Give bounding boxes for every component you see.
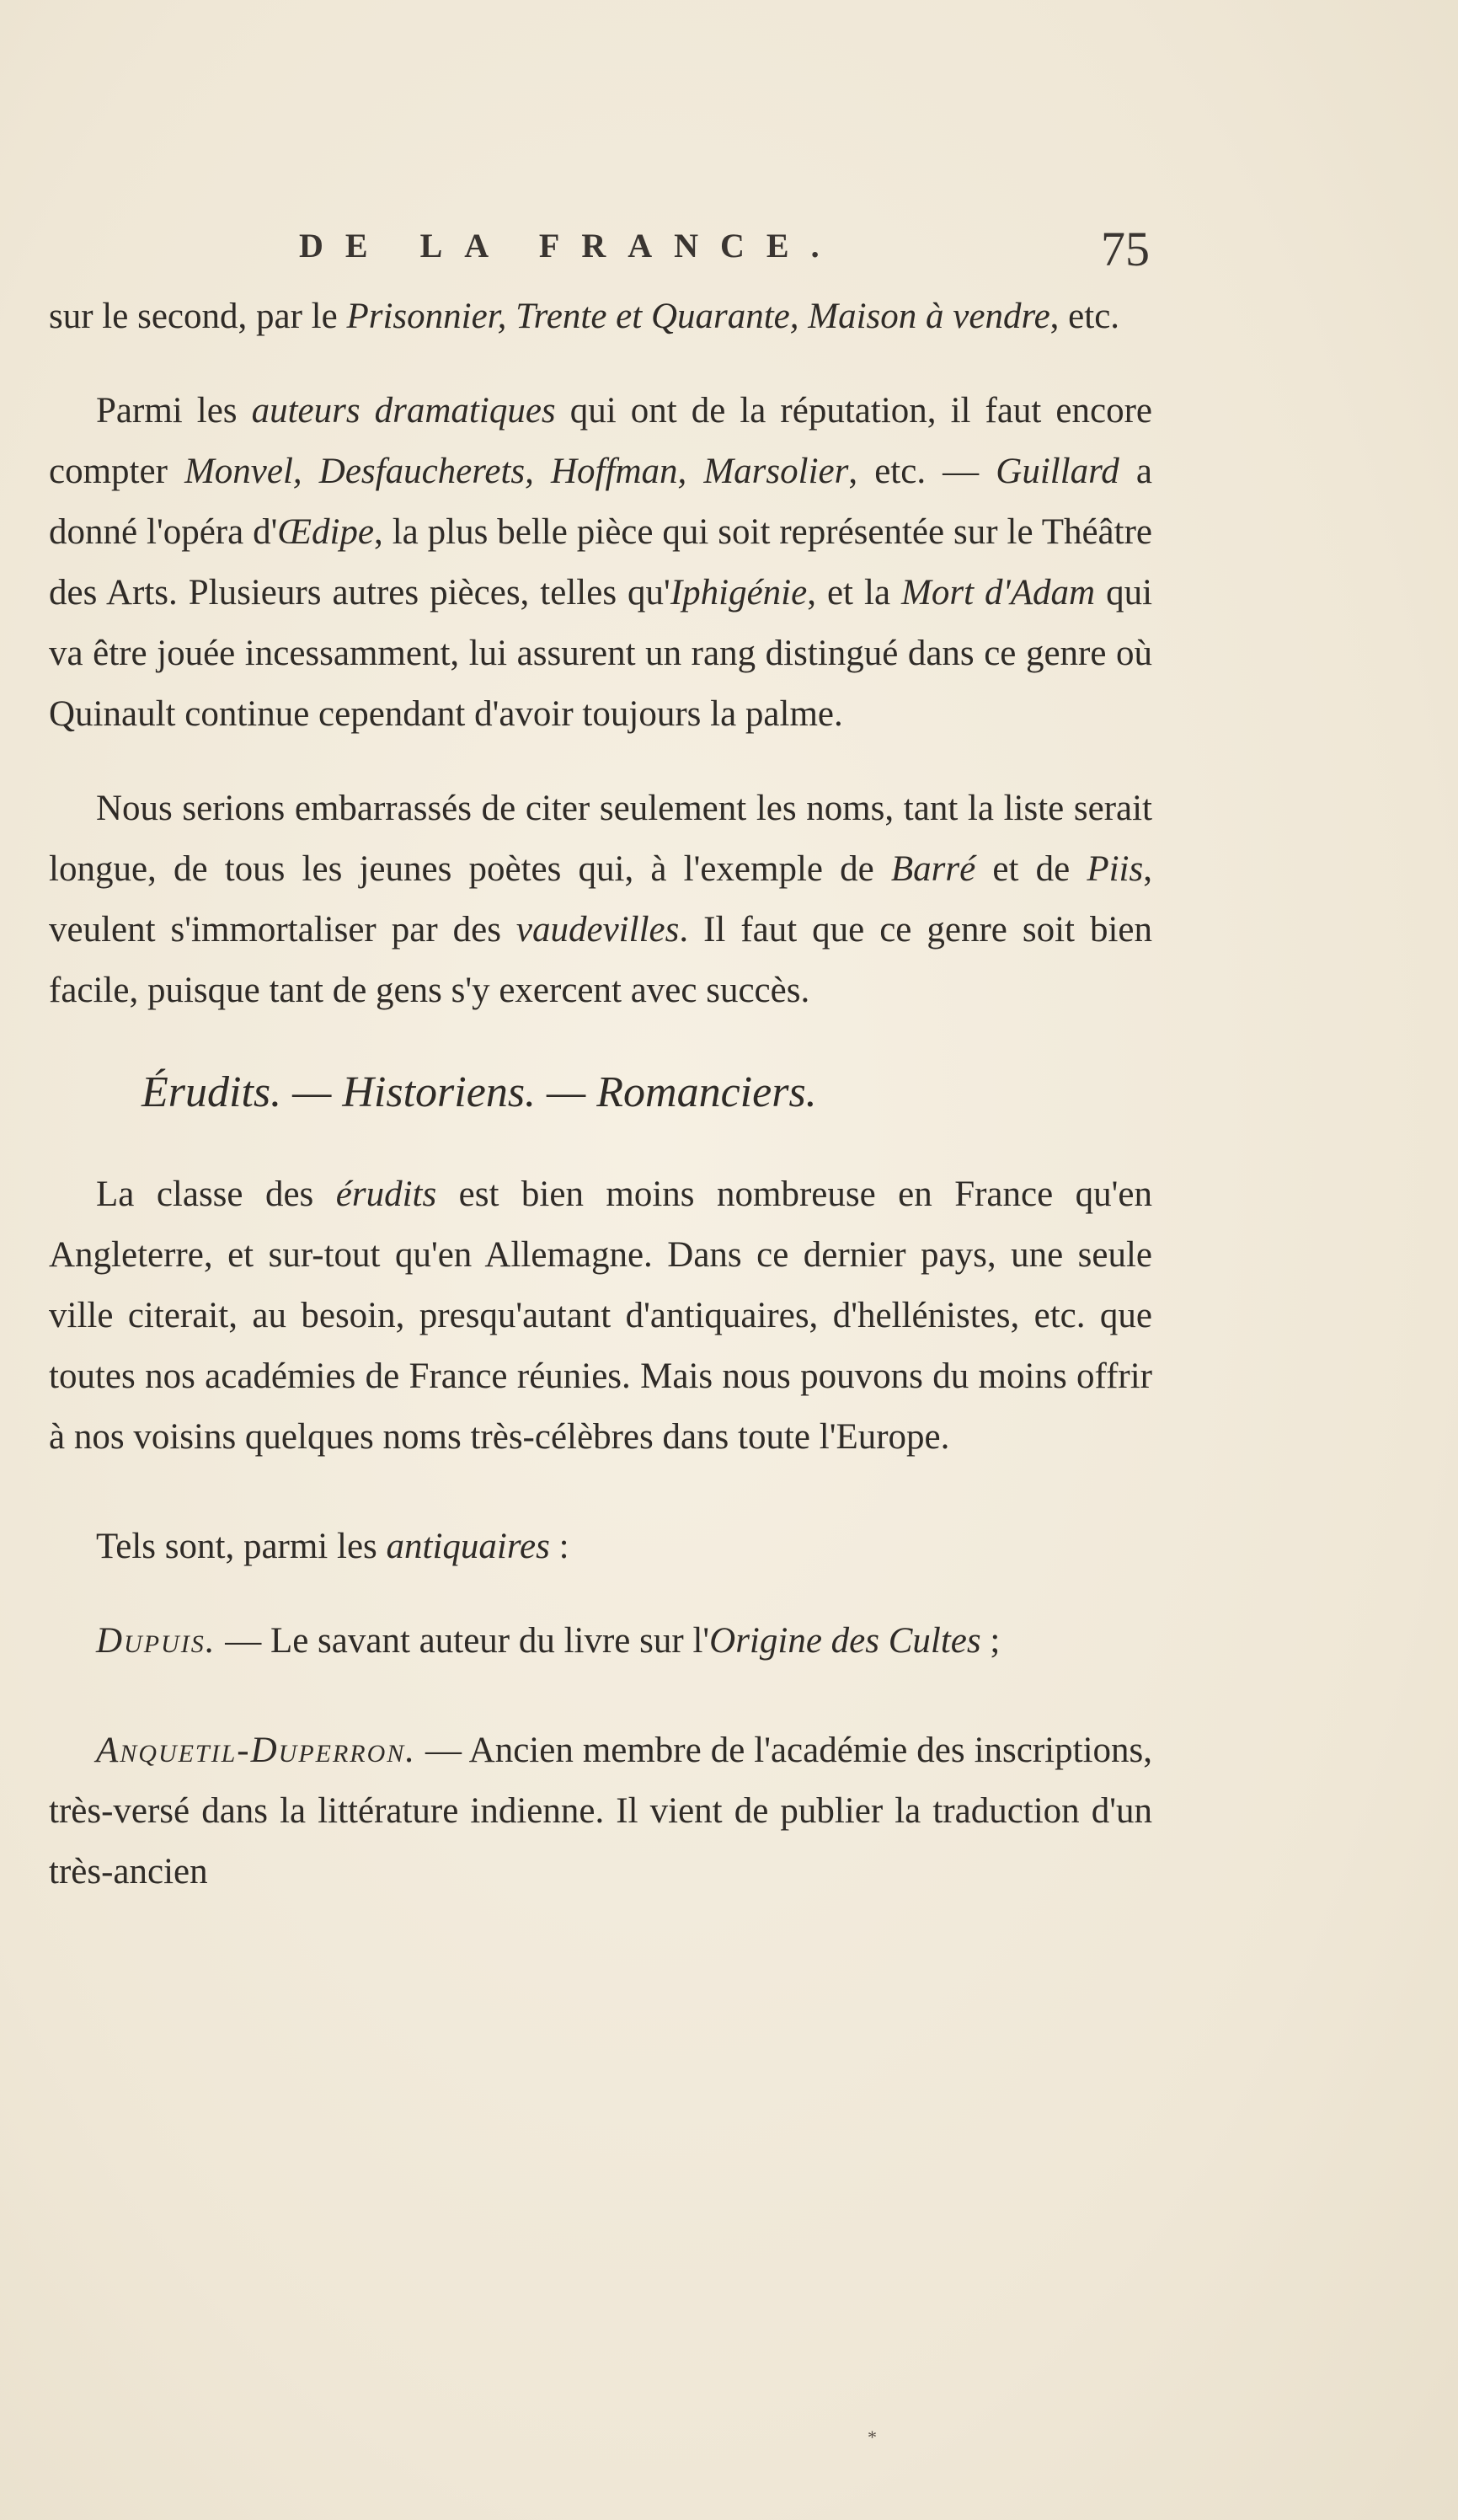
- paragraph-1: [49, 286, 1152, 347]
- text-run: a donné l'opéra d': [49, 452, 1152, 552]
- text-run: . Il faut que ce genre soit bien facile, puisque tant de gens s'y exercent avec succès.: [49, 910, 1152, 1010]
- paragraph-4: [49, 1164, 1152, 1468]
- page-number: 75: [1101, 222, 1150, 276]
- italic-run: Mort d'Adam: [901, 573, 1096, 613]
- text-run: est bien moins nombreuse en France qu'en Angleterre, et sur-tout qu'en Allemagne. Dans ce dernier pays, une seule ville citerait, au besoin, presqu'autant d'antiquaires, d'hellénistes, etc. que toutes nos académies de France réunies. Mais nous pouvons du moins offrir à nos voisins quelques noms très-célèbres dans toute l'Europe.: [49, 1174, 1152, 1457]
- text-run: , etc. —: [848, 452, 996, 491]
- text-run: et de: [975, 849, 1087, 889]
- body-text: [49, 286, 1152, 1902]
- text-run: , veulent s'immortaliser par des: [49, 849, 1152, 950]
- italic-run: Piis: [1087, 849, 1144, 889]
- italic-run: vaudevilles: [515, 910, 680, 950]
- italic-run: auteurs dramatiques: [251, 391, 556, 431]
- page-header: [299, 222, 1150, 276]
- entry-dupuis: [49, 1611, 1152, 1672]
- italic-run: Œdipe: [277, 512, 375, 552]
- section-subheading: Érudits. — Historiens. — Romanciers.: [142, 1068, 817, 1116]
- text-run: , etc.: [1049, 297, 1120, 336]
- printer-mark: *: [868, 2426, 877, 2448]
- entry-name: Dupuis.: [96, 1621, 216, 1661]
- paragraph-2: [49, 381, 1152, 745]
- text-run: — Ancien membre de l'académie des inscriptions, très-versé dans la littérature indienne. Il vient de publier la traduction d'un très-ancien: [49, 1731, 1152, 1891]
- running-head: DE LA FRANCE.: [299, 227, 841, 265]
- italic-run: Monvel, Desfaucherets, Hoffman, Marsolier: [184, 452, 849, 491]
- italic-run: Barré: [890, 849, 976, 889]
- text-run: , et la: [807, 573, 902, 613]
- italic-run: Prisonnier, Trente et Quarante, Maison à vendre: [346, 297, 1050, 336]
- text-run: , la plus belle pièce qui soit représentée sur le Théâtre des Arts. Plusieurs autres pièces, telles qu': [49, 512, 1152, 613]
- entry-anquetil-duperron: [49, 1720, 1152, 1902]
- text-run: :: [549, 1527, 569, 1566]
- italic-run: Iphigénie: [670, 573, 808, 613]
- italic-run: Guillard: [996, 452, 1119, 491]
- text-run: Parmi les: [96, 391, 252, 431]
- italic-run: érudits: [335, 1174, 437, 1214]
- italic-run: Origine des Cultes: [709, 1621, 981, 1661]
- entry-name: Anquetil-Duperron.: [96, 1731, 417, 1770]
- text-run: qui ont de la réputation, il faut encore compter: [49, 391, 1153, 491]
- italic-run: antiquaires: [386, 1527, 550, 1566]
- text-run: sur le second, par le: [49, 297, 347, 336]
- text-run: qui va être jouée incessamment, lui assurent un rang distingué dans ce genre où Quinault continue cependant d'avoir toujours la palme.: [49, 573, 1153, 734]
- text-run: ;: [980, 1621, 1001, 1661]
- text-run: La classe des: [96, 1174, 336, 1214]
- text-run: Tels sont, parmi les: [96, 1527, 387, 1566]
- text-run: Nous serions embarrassés de citer seulement les noms, tant la liste serait longue, de tous les jeunes poètes qui, à l'exemple de: [49, 789, 1152, 889]
- paragraph-5: [49, 1517, 1152, 1577]
- paragraph-3: [49, 778, 1152, 1021]
- text-run: — Le savant auteur du livre sur l': [216, 1621, 710, 1661]
